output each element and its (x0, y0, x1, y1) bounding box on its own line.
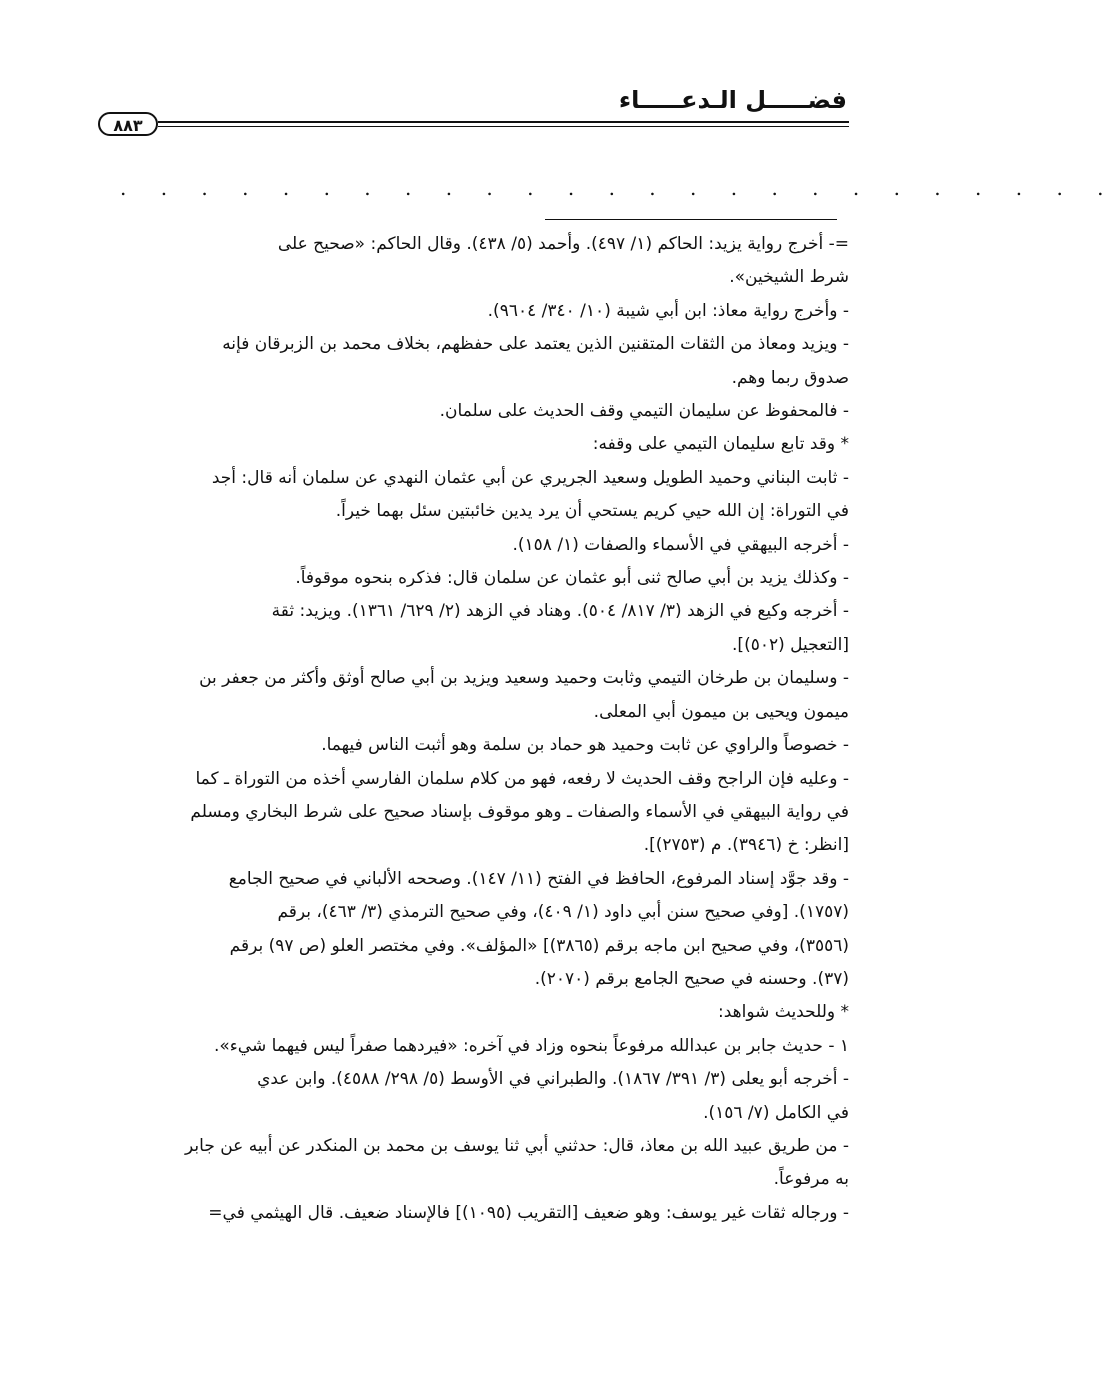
running-title: فضـــــل الـدعـــــاء (618, 86, 847, 114)
header-rule (158, 121, 849, 127)
footnote-line: - ويزيد ومعاذ من الثقات المتقنين الذين يعتمد على حفظهم، بخلاف محمد بن الزبرقان فإنه (222, 334, 849, 355)
footnote-line: - أخرجه وكيع في الزهد (٣/ ٨١٧/ ٥٠٤). وهناد في الزهد (٢/ ٦٢٩/ ١٣٦١). ويزيد: ثقة (271, 601, 849, 622)
footnote-line: - أخرجه البيهقي في الأسماء والصفات (١/ ١٥٨). (512, 534, 849, 555)
footnote-line: - وعليه فإن الراجح وقف الحديث لا رفعه، فهو من كلام سلمان الفارسي أخذه من التوراة ـ كما (195, 768, 849, 789)
footnote-line: به مرفوعاً. (773, 1169, 849, 1190)
footnote-line: - ورجاله ثقات غير يوسف: وهو ضعيف [التقريب (١٠٩٥)] فالإسناد ضعيف. قال الهيثمي في= (208, 1202, 849, 1223)
footnote-line: ١ - حديث جابر بن عبدالله مرفوعاً بنحوه وزاد في آخره: «فيردهما صفراً ليس فيهما شيء». (213, 1035, 849, 1056)
footnote-line: - وكذلك يزيد بن أبي صالح ثنى أبو عثمان عن سلمان قال: فذكره بنحوه موقوفاً. (295, 568, 849, 589)
footnote-line: (٣٧). وحسنه في صحيح الجامع برقم (٢٠٧٠). (534, 968, 849, 989)
footnote-line: - أخرجه أبو يعلى (٣/ ٣٩١/ ١٨٦٧). والطبراني في الأوسط (٥/ ٢٩٨/ ٤٥٨٨). وابن عدي (257, 1069, 849, 1090)
footnote-line: * وللحديث شواهد: (717, 1002, 849, 1023)
footnote-line: صدوق ربما وهم. (731, 367, 849, 388)
footnote-line: =- أخرج رواية يزيد: الحاكم (١/ ٤٩٧). وأحمد (٥/ ٤٣٨). وقال الحاكم: «صحيح على (277, 234, 849, 254)
footnote-line: (١٧٥٧). [وفي صحيح سنن أبي داود (١/ ٤٠٩)، وفي صحيح الترمذي (٣/ ٤٦٣)، برقم (277, 902, 849, 923)
footnote-line: - وسليمان بن طرخان التيمي وثابت وحميد وسعيد ويزيد بن أبي صالح أوثق وأكثر من جعفر بن (199, 668, 849, 689)
footnote-line: شرط الشيخين». (729, 267, 849, 288)
footnote-line: - وقد جوَّد إسناد المرفوع، الحافظ في الفتح (١١/ ١٤٧). وصححه الألباني في صحيح الجامع (228, 868, 849, 889)
footnote-line: في الكامل (٧/ ١٥٦). (703, 1102, 849, 1123)
footnote-line: [التعجيل (٥٠٢)]. (732, 634, 849, 655)
footnote-line: - خصوصاً والراوي عن ثابت وحميد هو حماد بن سلمة وهو أثبت الناس فيهما. (321, 735, 849, 756)
footnote-rule (545, 219, 837, 220)
footnote-line: ميمون ويحيى بن ميمون أبي المعلى. (593, 701, 849, 722)
footnotes-block (104, 228, 849, 1230)
separator-dots: . . . . . . . . . . . . . . . . . . . . . . . . . (120, 176, 1118, 200)
footnote-line: [انظر: خ (٣٩٤٦). م (٢٧٥٣)]. (643, 835, 849, 856)
footnote-line: - فالمحفوظ عن سليمان التيمي وقف الحديث على سلمان. (439, 401, 849, 422)
footnote-line: * وقد تابع سليمان التيمي على وقفه: (592, 434, 849, 455)
footnote-line: في التوراة: إن الله حيي كريم يستحي أن يرد يدين خائبتين سئل بهما خيراً. (335, 501, 849, 522)
footnote-line: (٣٥٥٦)، وفي صحيح ابن ماجه برقم (٣٨٦٥)] «المؤلف». وفي مختصر العلو (ص ٩٧) برقم (229, 935, 849, 956)
page-number: ٨٨٣ (98, 112, 158, 136)
footnote-line: - ثابت البناني وحميد الطويل وسعيد الجريري عن أبي عثمان النهدي عن سلمان أنه قال: أجد (211, 467, 849, 488)
footnote-line: في رواية البيهقي في الأسماء والصفات ـ وهو موقوف بإسناد صحيح على شرط البخاري ومسلم (190, 801, 849, 822)
footnote-line: - من طريق عبيد الله بن معاذ، قال: حدثني أبي ثنا يوسف بن محمد بن المنكدر عن أبيه عن جابر (185, 1135, 849, 1156)
footnote-line: - وأخرج رواية معاذ: ابن أبي شيبة (١٠/ ٣٤٠/ ٩٦٠٤). (487, 300, 849, 321)
